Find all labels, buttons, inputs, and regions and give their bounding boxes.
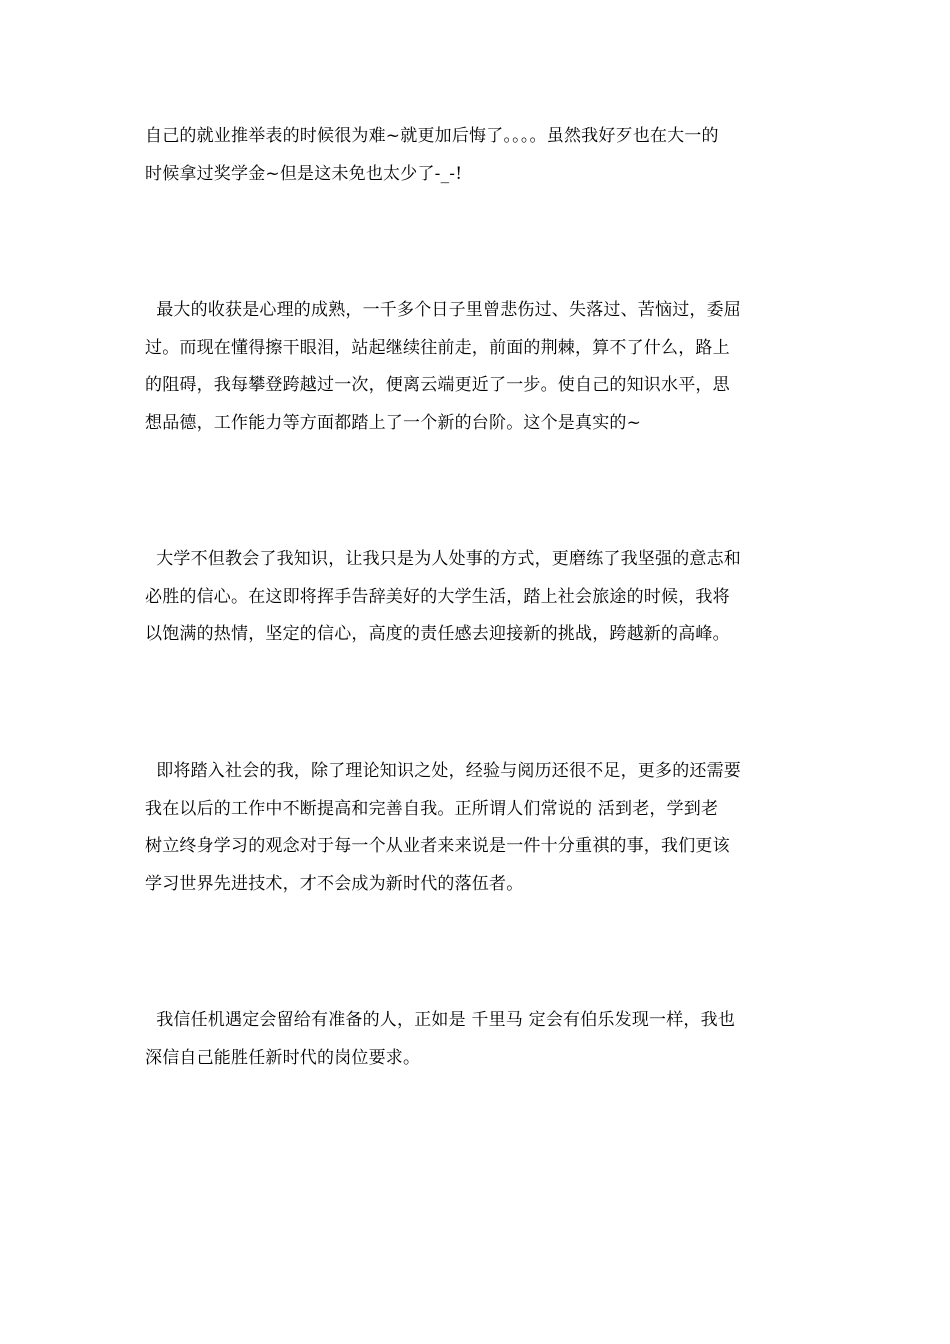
text-line: 学习世界先进技术，才不会成为新时代的落伍者。 — [145, 873, 524, 894]
paragraph-5 — [145, 1002, 813, 1077]
paragraph-1 — [145, 118, 813, 193]
text-line: 即将踏入社会的我，除了理论知识之处，经验与阅历还很不足，更多的还需要 — [145, 761, 742, 781]
text-line: 我信任机遇定会留给有准备的人，正如是 千里马 定会有伯乐发现一样，我也 — [145, 1010, 736, 1030]
paragraph-2 — [145, 292, 813, 442]
text-line: 最大的收获是心理的成熟，一千多个日子里曾悲伤过、失落过、苦恼过，委屈 — [145, 300, 742, 320]
text-line: 必胜的信心。在这即将挥手告辞美好的大学生活，踏上社会旅途的时候，我将 — [145, 586, 730, 607]
text-line: 时候拿过奖学金~但是这未免也太少了-_-! — [145, 163, 463, 184]
text-line: 我在以后的工作中不断提高和完善自我。正所谓人们常说的 活到老，学到老 — [145, 798, 719, 819]
text-line: 的阻碍，我每攀登跨越过一次，便离云端更近了一步。使自己的知识水平，思 — [145, 375, 730, 395]
paragraph-4 — [145, 753, 813, 903]
text-line: 树立终身学习的观念对于每一个从业者来来说是一件十分重祺的事，我们更该 — [145, 836, 730, 856]
text-line: 以饱满的热情，坚定的信心，高度的责任感去迎接新的挑战，跨越新的高峰。 — [145, 624, 730, 644]
text-line: 过。而现在懂得擦干眼泪，站起继续往前走，前面的荆棘，算不了什么，路上 — [145, 337, 730, 358]
text-line: 自己的就业推举表的时候很为难~就更加后悔了。。。。虽然我好歹也在大一的 — [145, 126, 719, 146]
text-line: 大学不但教会了我知识，让我只是为人处事的方式，更磨练了我坚强的意志和 — [145, 549, 742, 569]
text-line: 想品德，工作能力等方面都踏上了一个新的台阶。这个是真实的~ — [145, 412, 642, 433]
paragraph-3 — [145, 541, 813, 654]
text-line: 深信自己能胜任新时代的岗位要求。 — [145, 1047, 421, 1068]
